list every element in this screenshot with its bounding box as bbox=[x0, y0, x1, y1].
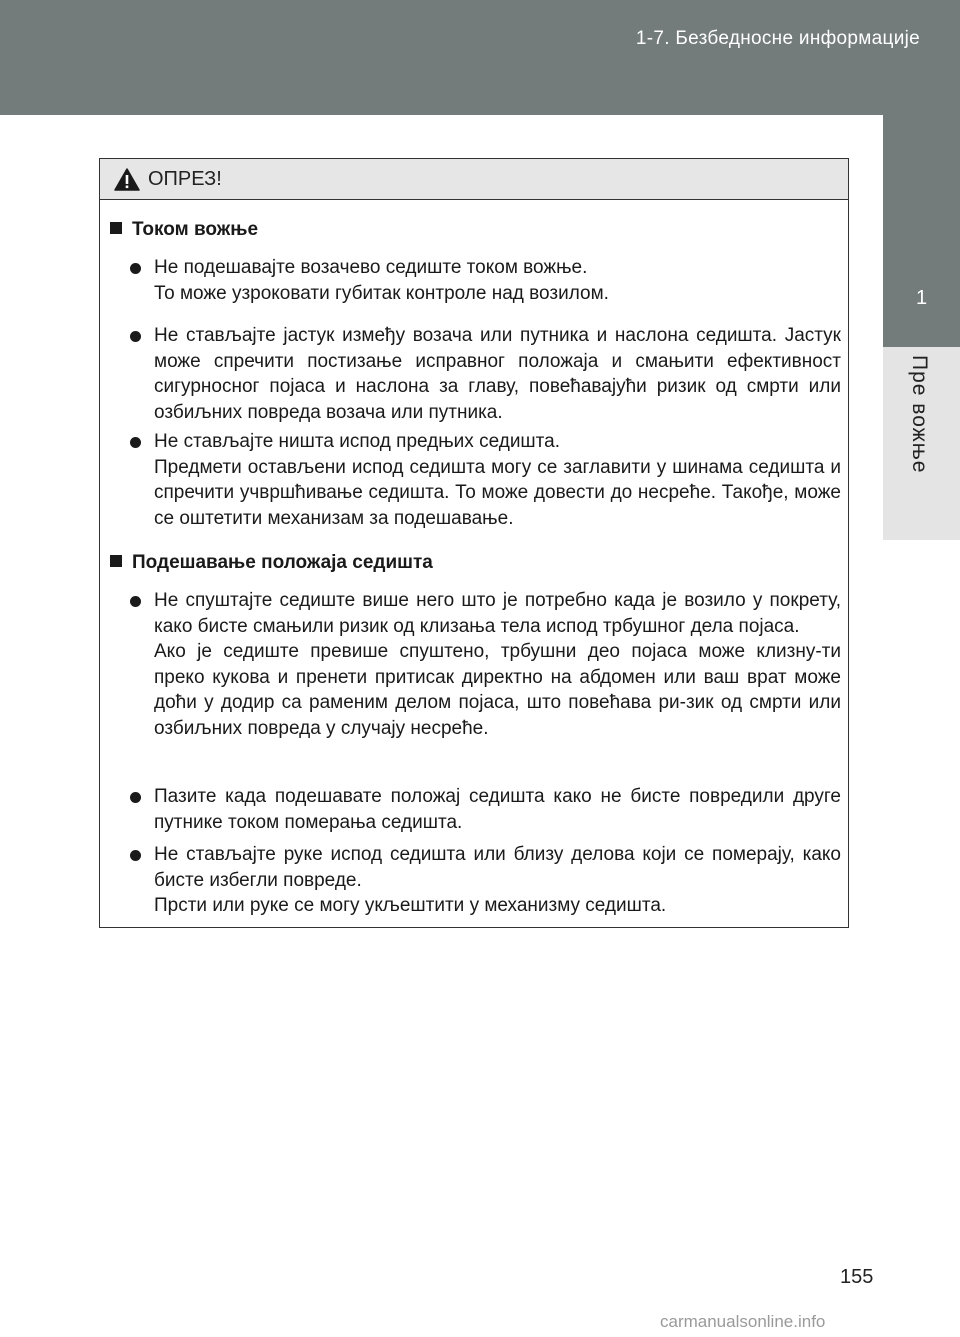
bullet-dot-icon bbox=[130, 263, 141, 274]
section-title-seat-position: Подешавање положаја седишта bbox=[110, 552, 433, 574]
bullet-dot-icon bbox=[130, 437, 141, 448]
watermark: carmanualsonline.info bbox=[660, 1312, 826, 1331]
bullet-item: Не стављајте руке испод седишта или близу делова који се померају, како бисте избегли повреде. Прсти или руке се могу укљештити у механизму седишта. bbox=[154, 842, 841, 919]
warning-triangle-icon bbox=[114, 168, 140, 191]
caution-title: ОПРЕЗ! bbox=[148, 168, 222, 190]
bullet-item: Не стављајте јастук између возача или путника и наслона седишта. Јастук може спречити постизање исправног положаја и смањити ефективност сигурносног појаса и наслона за главу, повећавајући ризик од смрти или озбиљних повреда возача или путника. bbox=[154, 323, 841, 425]
bullet-item: Не стављајте ништа испод предњих седишта. Предмети остављени испод седишта могу се заглавити у шинама седишта и спречити учвршћивање седишта. То може довести до несреће. Такође, може се оштетити механизам за подешавање. bbox=[154, 429, 841, 531]
bullet-dot-icon bbox=[130, 792, 141, 803]
chapter-label-strip bbox=[883, 347, 960, 540]
chapter-label: Пре вожње bbox=[908, 355, 931, 474]
bullet-dot-icon bbox=[130, 850, 141, 861]
chapter-number: 1 bbox=[915, 287, 928, 309]
side-strip-top bbox=[883, 115, 960, 247]
chapter-tab bbox=[883, 247, 960, 347]
bullet-item: Пазите када подешавате положај седишта како не бисте повредили друге путнике током померања седишта. bbox=[154, 784, 841, 835]
bullet-item: Не спуштајте седиште више него што је потребно када је возило у покрету, како бисте смањили ризик од клизања тела испод трбушног дела појаса. Ако је седиште превише спуштено, трбушни део појаса може клизну-ти преко кукова и пренети притисак директно на абдомен или ваш врат може доћи у додир са раменим делом појаса, што повећава ри-зик од смрти или озбиљних повреда у случају несреће. bbox=[154, 588, 841, 741]
bullet-dot-icon bbox=[130, 596, 141, 607]
section-title-driving: Током вожње bbox=[110, 219, 258, 241]
page-number: 155 bbox=[840, 1266, 874, 1288]
page-header bbox=[0, 0, 960, 115]
bullet-item: Не подешавајте возачево седиште током вожње. То може узроковати губитак контроле над возилом. bbox=[154, 255, 841, 306]
caution-header bbox=[100, 159, 848, 200]
square-bullet-icon bbox=[110, 555, 122, 567]
section-breadcrumb: 1-7. Безбедносне информације bbox=[635, 28, 920, 49]
square-bullet-icon bbox=[110, 222, 122, 234]
bullet-dot-icon bbox=[130, 331, 141, 342]
caution-box bbox=[99, 158, 849, 928]
